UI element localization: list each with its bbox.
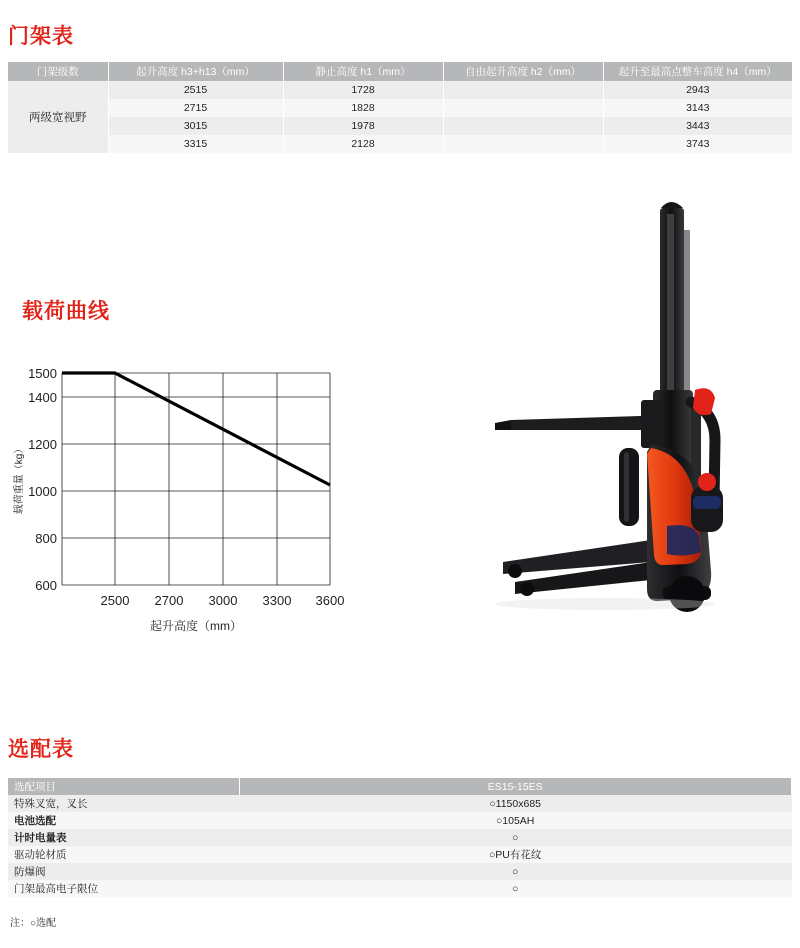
option-value-battery: ○105AH [240,812,792,829]
handle-button [698,473,716,491]
table-row [8,812,792,829]
mast-cell-h3: 2715 [108,99,283,117]
load-curve-title: 载荷曲线 [22,300,110,323]
table-row [8,863,792,880]
y-tick-800: 800 [35,531,57,546]
mast-cell-h1: 1828 [283,99,443,117]
mast-cell-h1: 1728 [283,81,443,99]
mast-cell-h2 [443,117,603,135]
option-table-header-row [8,778,792,795]
option-value-drive-wheel: ○PU有花纹 [240,846,792,863]
y-tick-600: 600 [35,578,57,593]
mast-cell-h2 [443,99,603,117]
mast-cell-h4: 3443 [603,117,792,135]
fork-upper [511,416,641,430]
mast-cell-h2 [443,81,603,99]
mast-header-h3: 起升高度 h3+h13（mm） [108,62,283,81]
load-curve-chart [10,355,370,645]
option-value-fork-size: ○1150x685 [240,795,792,812]
y-axis-label: 载荷重量（kg） [14,443,25,515]
y-tick-1200: 1200 [28,437,57,452]
option-value-explosion-valve: ○ [240,863,792,880]
x-tick-2700: 2700 [154,593,184,608]
option-table-title: 选配表 [8,738,74,761]
option-name-drive-wheel: 驱动轮材质 [8,846,240,863]
y-tick-1400: 1400 [28,390,57,405]
option-name-explosion-valve: 防爆阀 [8,863,240,880]
mast-table-header-row [8,62,792,81]
table-row [8,795,792,812]
option-value-hour-meter: ○ [240,829,792,846]
mast-cell-h4: 3743 [603,135,792,153]
mast-cell-h2 [443,135,603,153]
handle-accent [693,496,721,509]
mast-cell-h3: 3315 [108,135,283,153]
x-tick-3000: 3000 [208,593,238,608]
load-curve-line [62,373,330,485]
x-tick-3300: 3300 [262,593,292,608]
y-tick-1500: 1500 [28,366,57,381]
table-row [8,880,792,897]
x-tick-3600: 3600 [315,593,345,608]
mast-cell-h1: 2128 [283,135,443,153]
mast-header-series: 门架级数 [8,62,108,81]
mast-cell-h3: 3015 [108,117,283,135]
mast-cell-h4: 3143 [603,99,792,117]
option-value-mast-limit: ○ [240,880,792,897]
table-row [8,829,792,846]
machine-photo [455,190,785,640]
mast-series-label: 两级宽视野 [8,81,108,153]
x-tick-2500: 2500 [100,593,130,608]
table-row [8,81,792,99]
mast-header-h4: 起升至最高点整车高度 h4（mm） [603,62,792,81]
option-name-hour-meter: 计时电量表 [8,829,240,846]
x-axis-label: 起升高度（mm） [150,619,242,633]
table-row [8,846,792,863]
table-row [8,117,792,135]
option-name-fork-size: 特殊叉宽，叉长 [8,795,240,812]
chart-grid [62,373,330,585]
mast-header-h2: 自由起升高度 h2（mm） [443,62,603,81]
option-table [8,778,792,897]
mast-cell-h3: 2515 [108,81,283,99]
mast-table [8,62,792,153]
table-row [8,99,792,117]
option-name-mast-limit: 门架最高电子限位 [8,880,240,897]
option-note: 注：○选配 [10,918,57,929]
option-header-item: 选配项目 [8,778,240,795]
tiller-head [693,388,715,415]
mast-cell-h1: 1978 [283,117,443,135]
mast-cell-h4: 2943 [603,81,792,99]
mast-header-h1: 静止高度 h1（mm） [283,62,443,81]
option-header-model: ES15-15ES [240,778,792,795]
mast-table-title: 门架表 [8,25,74,48]
fork-carriage [641,400,663,448]
y-tick-1000: 1000 [28,484,57,499]
table-row [8,135,792,153]
option-name-battery: 电池选配 [8,812,240,829]
